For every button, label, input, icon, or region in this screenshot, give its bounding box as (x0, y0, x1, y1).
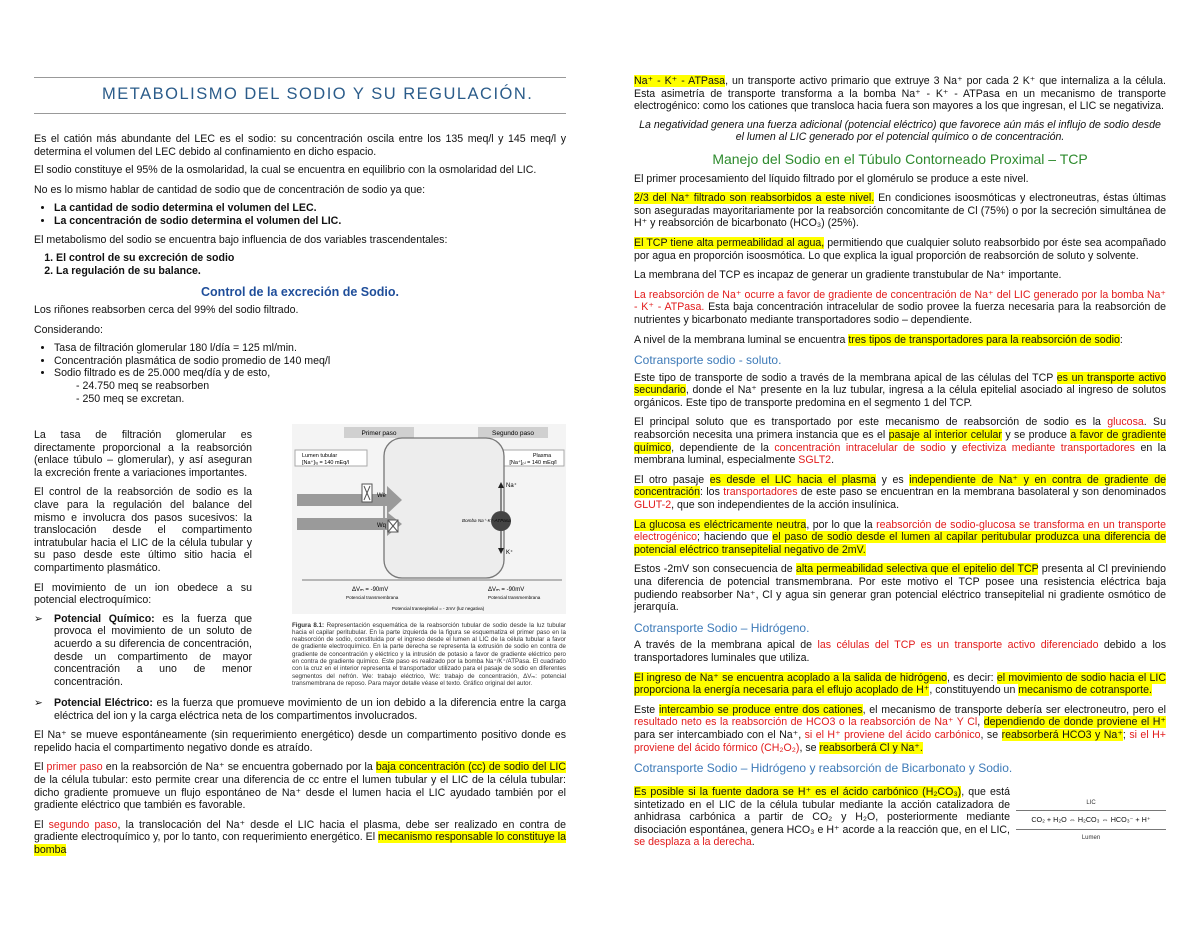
title-bottom-rule (34, 113, 566, 114)
list-item: 2. La regulación de su balance. (56, 265, 566, 278)
paragraph: El primer paso en la reabsorción de Na⁺ se encuentra gobernado por la baja concentración (cc) de sodio del LIC de la célula tubular: esto permite crear una diferencia de cc entre el lumen tubular y el LIC de la célula tubular: dicho gradiente promueve un flujo espontáneo de Na⁺ desde el lumen hacia el LIC ayudado también por el gradiente eléctrico que también es favorable. (34, 761, 566, 812)
transepithelial-label: Potencial transepitelial = - 2mV (luz negativa) (391, 606, 485, 611)
list-item: - 24.750 meq se reabsorben (76, 379, 210, 392)
subsection-title: Cotransporte Sodio – Hidrógeno y reabsorción de Bicarbonato y Sodio. (634, 761, 1013, 776)
paragraph: El ingreso de Na⁺ se encuentra acoplado a la salida de hidrógeno, es decir: el movimiento de sodio hacia el LIC proporciona la energía necesaria para el eflujo acoplado de H⁺, constituyendo un mecanismo de cotransporte. (634, 671, 1166, 697)
second-step-label: Segundo paso (492, 430, 534, 437)
lumen-na-label: [Na⁺]ₗᵤ = 140 mEq/l (302, 460, 350, 466)
paragraph: Es posible si la fuente dadora se H⁺ es el ácido carbónico (H₂CO₃), que está sintetizado en el LIC de la célula tubular mediante la acción catalizadora de anhidrasa carbónica a partir de CO₂ y H₂O, posteriormente mediante disociación espontánea, genera HCO₃ e H⁺ acorde a la reacción que, en el LIC, se desplaza a la derecha. (634, 786, 1010, 849)
paragraph: Los riñones reabsorben cerca del 99% del sodio filtrado. (34, 303, 299, 316)
section-title: Manejo del Sodio en el Túbulo Contorneado Proximal – TCP (712, 150, 1088, 167)
wq-label: Wq (377, 523, 386, 529)
title-top-rule (34, 77, 566, 78)
list-item: ➢ Potencial Eléctrico: es la fuerza que promueve movimiento de un ion debido a la diferencia entre la carga eléctrica del ion y la carga eléctrica neta de los compartimentos involucrados. (34, 697, 566, 722)
paragraph: Considerando: (34, 323, 103, 336)
list-item: • Concentración plasmática de sodio promedio de 140 meq/l (54, 355, 566, 368)
paragraph: La glucosa es eléctricamente neutra, por lo que la reabsorción de sodio-glucosa se transforma en un transporte electrogénico; haciendo que el paso de sodio desde el lumen al capilar peritubular produzca una diferencia de potencial eléctrico transepitelial negativo de 2mV. (634, 518, 1166, 556)
paragraph: No es lo mismo hablar de cantidad de sodio que de concentración de sodio ya que: (34, 183, 426, 196)
figure (292, 424, 566, 704)
list-item: ➢ Potencial Químico: es la fuerza que provoca el movimiento de un soluto de acuerdo a su diferencia de concentración, desde un compartimento de mayor concentración a uno de menor concentración. (34, 612, 253, 688)
paragraph: A nivel de la membrana luminal se encuentra tres tipos de transportadores para la reabsorción de sodio: (634, 333, 1123, 346)
we-label: We (377, 493, 386, 499)
first-step-label: Primer paso (361, 430, 397, 437)
list-item: • La concentración de sodio determina el volumen del LIC. (54, 215, 566, 228)
na-label: Na⁺ (506, 483, 517, 489)
list-item: 1. El control de su excreción de sodio (56, 252, 566, 265)
paragraph: La tasa de filtración glomerular es directamente proporcional a la reabsorción (enlace túbulo – glomerular), y así aseguran la excreción frente a variaciones importantes. (34, 429, 252, 479)
paragraph: El Na⁺ se mueve espontáneamente (sin requerimiento energético) desde un compartimento positivo donde es repelido hacia el compartimento negativo donde es atraído. (34, 729, 566, 754)
pump-label: Bomba Na⁺-K⁺-ATPasa (462, 518, 511, 523)
list-item: • Tasa de filtración glomerular 180 l/día = 125 ml/min. (54, 342, 566, 355)
transmembrane-label-right: Potencial transmembrana (488, 595, 541, 600)
paragraph: 2/3 del Na⁺ filtrado son reabsorbidos a este nivel. En condiciones isoosmóticas y electroneutras, éstas últimas son aseguradas mayoritariamente por la reabsorción concomitante de Cl (75%) o por la secreción simultánea de H⁺ y reabsorción de bicarbonato (HCO₃) (25%). (634, 192, 1166, 230)
equation-text: CO₂ + H₂O ⇔ H₂CO₃ ⇔ HCO₃⁻ + H⁺ (1016, 810, 1166, 831)
paragraph: El primer procesamiento del líquido filtrado por el glomérulo se produce a este nivel. (634, 172, 1029, 185)
equation-lumen-label: Lumen (1081, 835, 1101, 842)
paragraph: El principal soluto que es transportado por este mecanismo de reabsorción de sodio es la glucosa. Su reabsorción necesita una primera instancia que es el pasaje al interior celular y se produce a favor de gradiente químico, dependiente de la concentración intracelular de sodio y efectiviza mediante transportadores en la membrana luminal, especialmente SGLT2. (634, 416, 1167, 467)
k-label: K⁺ (506, 550, 514, 556)
membrane-potential-right: ΔVₘ = -90mV (488, 587, 525, 593)
figure-diagram (292, 424, 566, 614)
list-item: - 250 meq se excretan. (76, 392, 185, 405)
paragraph: El segundo paso, la translocación del Na⁺ desde el LIC hacia el plasma, debe ser realizado en contra de gradiente electroquímico y, por lo tanto, con requerimiento energético. El mecanismo responsable lo constituye la bomba (34, 818, 567, 856)
paragraph: La negatividad genera una fuerza adicional (potencial eléctrico) que favorece aún más el influjo de sodio desde el lumen al LIC generado por el potencial químico o de concentración. (639, 118, 1161, 144)
paragraph: El sodio constituye el 95% de la osmolaridad, la cual se encuentra en equilibrio con la osmolaridad del LIC. (34, 164, 537, 177)
list-item: • Sodio filtrado es de 25.000 meq/día y de esto, (54, 367, 566, 380)
subsection-title: Cotransporte Sodio – Hidrógeno. (634, 620, 810, 635)
paragraph: Este tipo de transporte de sodio a través de la membrana apical de las células del TCP es un transporte activo secundario, donde el Na⁺ presente en la luz tubular, ingresa a la célula epitelial asociado al ingreso de solutos orgánicos. Este tipo de transporte predomina en el segmento 1 del TCP. (634, 371, 1166, 409)
document-title: METABOLISMO DEL SODIO Y SU REGULACIÓN. (102, 85, 534, 103)
reaction-equation (1016, 797, 1166, 842)
paragraph: Este intercambio se produce entre dos cationes, el mecanismo de transporte debería ser electroneutro, pero el resultado neto es la reabsorción de HCO3 o la reabsorción de Na⁺ Y Cl, dependiendo de donde proviene el H⁺ para ser intercambiado con el Na⁺, si el H⁺ proviene del ácido carbónico, se reabsorberá HCO3 y Na⁺; si el H+ proviene del ácido fórmico (CH₂O₂), se reabsorberá Cl y Na⁺. (634, 703, 1167, 754)
equation-lic-label: LIC (1086, 800, 1096, 806)
paragraph: El control de la reabsorción de sodio es la clave para la regulación del balance del mismo e involucra dos pasos sucesivos: la translocación desde el compartimento intratubular hacia el LIC de la célula tubular y su paso desde este último sitio hacia el compartimento plasmático. (34, 486, 252, 574)
transmembrane-label-left: Potencial transmembrana (346, 595, 399, 600)
paragraph: Estos -2mV son consecuencia de alta permeabilidad selectiva que el epitelio del TCP presenta al Cl previniendo una diferencia de potencial transmembrana. Por este motivo el TCP posee una resistencia eléctrica baja pudiendo reabsorber Na⁺, Cl y agua sin generar gran potencial eléctrico transepitelial ni gradiente osmótico de jerarquía. (634, 563, 1166, 614)
subsection-title: Cotransporte sodio - soluto. (634, 353, 782, 368)
section-title: Control de la excreción de Sodio. (201, 285, 399, 300)
paragraph: Na⁺ - K⁺ - ATPasa, un transporte activo primario que extruye 3 Na⁺ por cada 2 K⁺ que internaliza a la célula. Esta asimetría de transporte transforma a la bomba Na⁺ - K⁺ - ATPasa en un mecanismo de transporte electrogénico: como los cationes que transloca hacia fuera son mayores a los que ingresan, el LIC se negativiza. (634, 75, 1166, 113)
paragraph: El movimiento de un ion obedece a su potencial electroquímico: (34, 581, 252, 607)
paragraph: El TCP tiene alta permeabilidad al agua, permitiendo que cualquier soluto reabsorbido por éste sea acompañado por agua en proporción isoosmótica. Lo que explica la igual proporción de reabsorción de soluto y solvente. (634, 236, 1166, 262)
paragraph: La membrana del TCP es incapaz de generar un gradiente transtubular de Na⁺ importante. (634, 269, 1062, 282)
paragraph: El otro pasaje es desde el LIC hacia el plasma y es independiente de Na⁺ y en contra de gradiente de concentración: los transportadores de este paso se encuentran en la membrana basolateral y son denominados GLUT-2, que son independientes de la acción insulínica. (634, 473, 1166, 512)
paragraph: El metabolismo del sodio se encuentra bajo influencia de dos variables trascendentales: (34, 233, 448, 246)
paragraph: A través de la membrana apical de las células del TCP es un transporte activo diferenciado debido a los transportadores luminales que utiliza. (634, 639, 1167, 664)
plasma-label: Plasma (532, 453, 552, 459)
paragraph: Es el catión más abundante del LEC es el sodio: su concentración oscila entre los 135 meq/l y 145 meq/l y determina el volumen del LEC debido al confinamiento en dicho espacio. (34, 133, 566, 158)
membrane-potential-left: ΔVₘ = -90mV (352, 587, 389, 593)
plasma-na-label: [Na⁺]ₚₗ = 140 mEq/l (509, 460, 557, 466)
lumen-label: Lumen tubular (302, 453, 338, 459)
list-item: • La cantidad de sodio determina el volumen del LEC. (54, 202, 566, 215)
figure-caption: Figura 8.1: Representación esquemática de la reabsorción tubular de sodio desde la luz tubular hacia el capilar peritubular. En la parte izquierda de la figura se esquematiza el primer paso en la reabsorción de sodio, constituida por el ingreso desde el lumen al LIC de la célula tubular a favor de gradiente electroquímico. En la parte derecha se representa la extrusión de sodio en contra de gradiente de concentración y eléctrico y la intrusión de potasio a favor de gradiente eléctrico pero en contra de gradiente químico. Este paso es realizado por la bomba Na⁺/K⁺/ATPasa. El cuadrado con la cruz en el interior representa el transportador utilizado para el pasaje de sodio en diferentes segmentos del nefrón. We: trabajo eléctrico, Wc: trabajo de concentración, ΔVₘ: potencial transmembrana de reposo. Para mayor detalle véase el texto. Gráfico original del autor. (292, 621, 566, 687)
paragraph: La reabsorción de Na⁺ ocurre a favor de gradiente de concentración de Na⁺ del LIC generado por la bomba Na⁺ - K⁺ - ATPasa. Esta baja concentración intracelular de sodio provee la fuerza necesaria para la reabsorción de nutrientes y bicarbonato mediante transportadores sodio – dependiente. (634, 288, 1166, 326)
